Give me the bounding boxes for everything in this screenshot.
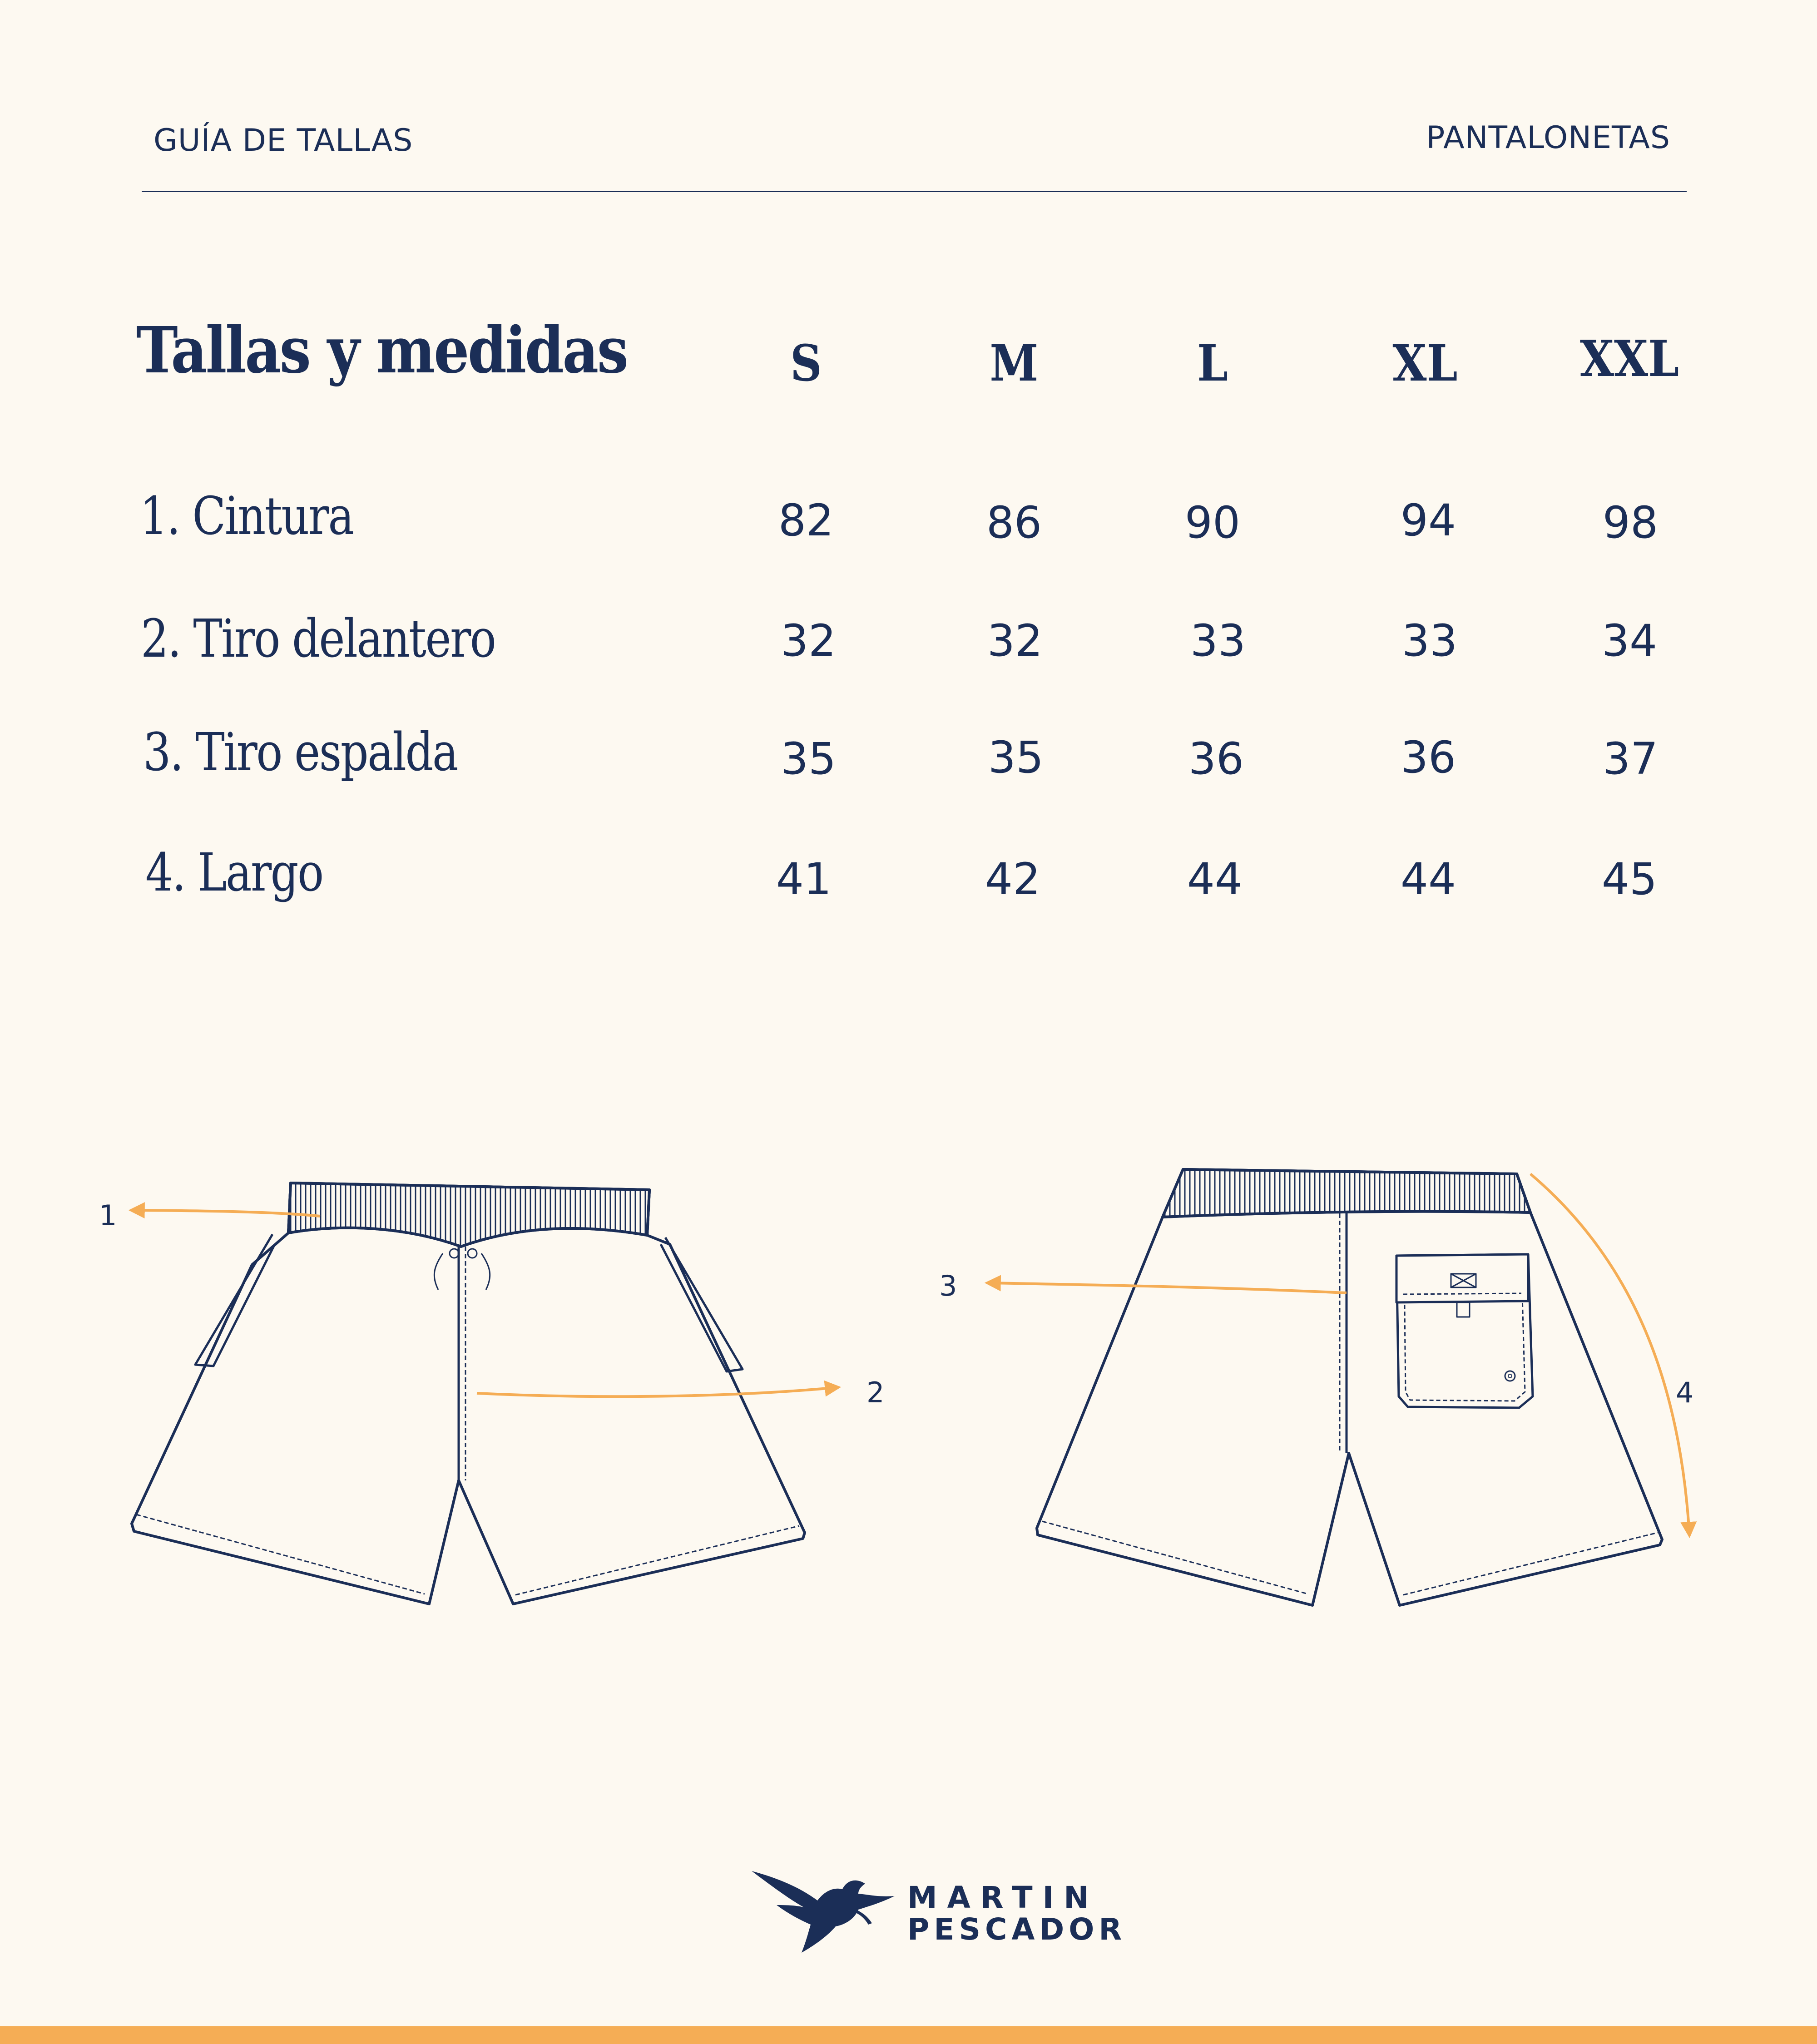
header-divider [142,191,1687,192]
table-cell: 90 [1184,497,1241,548]
bird-icon [749,1862,913,1953]
callout-1: 1 [99,1199,117,1232]
front-view-drawing [132,1183,805,1604]
table-cell: 45 [1601,854,1658,905]
table-cell: 33 [1401,615,1458,666]
brand-name-line1: MARTIN [907,1880,1099,1915]
table-cell: 37 [1602,733,1659,784]
table-cell: 98 [1602,497,1659,548]
table-cell: 35 [780,733,837,784]
table-title: Tallas y medidas [136,313,627,388]
table-cell: 34 [1601,615,1658,666]
shorts-diagram [0,1090,1817,1662]
size-header-xl: XL [1392,334,1458,392]
bottom-accent-bar [0,2026,1817,2044]
size-header-s: S [790,334,822,392]
table-cell: 35 [988,732,1044,783]
brand-name-line2: PESCADOR [907,1912,1127,1947]
table-cell: 94 [1400,495,1456,546]
table-cell: 32 [780,615,837,666]
table-cell: 36 [1400,732,1456,783]
callout-4: 4 [1676,1376,1694,1409]
back-view-drawing [1037,1169,1662,1605]
row-label-cintura: 1. Cintura [140,486,353,547]
table-cell: 86 [986,497,1042,548]
table-cell: 44 [1187,854,1243,905]
size-header-l: L [1197,334,1228,392]
product-category: PANTALONETAS [1426,120,1670,156]
table-cell: 82 [778,495,834,546]
table-cell: 33 [1190,615,1246,666]
table-cell: 44 [1400,854,1456,905]
callout-2: 2 [866,1376,885,1409]
row-label-tiro-delantero: 2. Tiro delantero [141,609,495,669]
table-cell: 36 [1188,733,1244,784]
callout-3: 3 [939,1269,957,1302]
row-label-largo: 4. Largo [145,842,323,903]
guide-title: GUÍA DE TALLAS [153,123,413,158]
size-header-xxl: XXL [1579,329,1679,388]
size-header-m: M [990,334,1039,392]
table-cell: 41 [776,854,832,905]
table-cell: 42 [985,854,1041,905]
table-cell: 32 [987,615,1043,666]
row-label-tiro-espalda: 3. Tiro espalda [143,722,457,783]
